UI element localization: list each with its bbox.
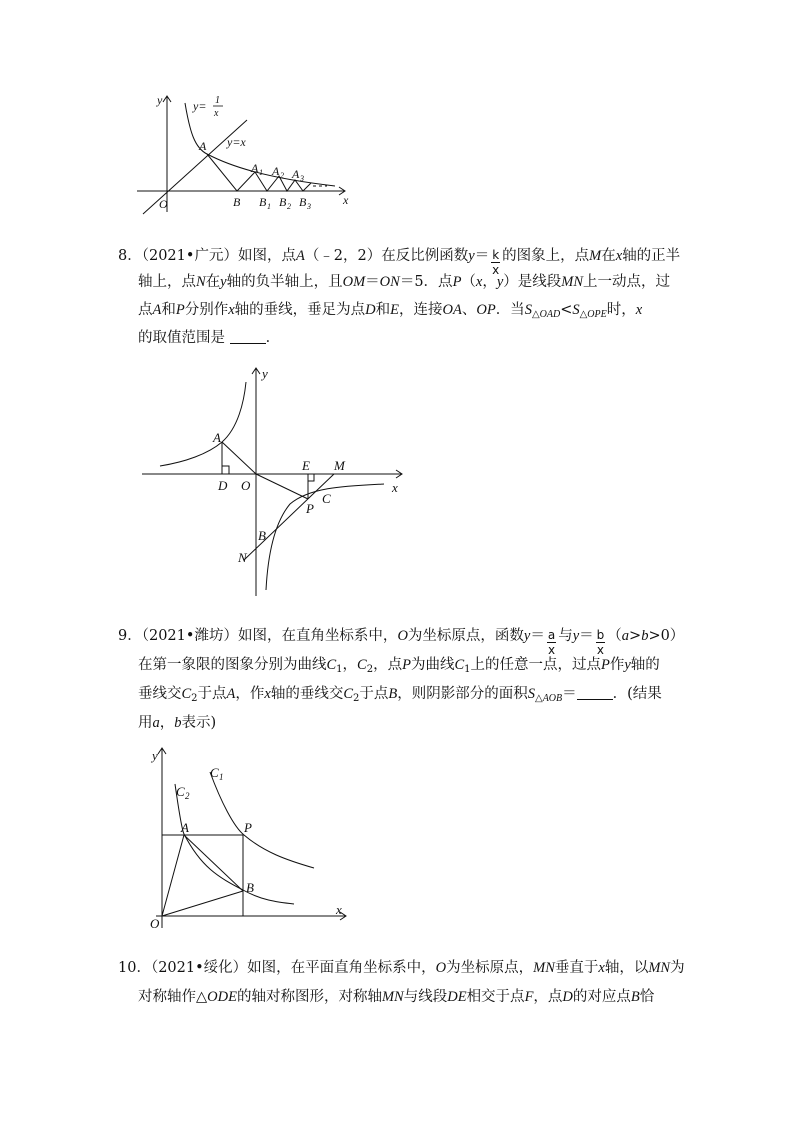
curve-upper-left bbox=[160, 382, 246, 466]
q8-text: 点 bbox=[138, 302, 153, 318]
q8-text: ．当 bbox=[495, 302, 525, 318]
segment-ob bbox=[162, 891, 243, 916]
q8-text: S bbox=[524, 302, 532, 318]
segment-oa bbox=[162, 835, 184, 916]
q9-text: O bbox=[397, 628, 408, 644]
figure-q7-svg bbox=[135, 88, 355, 218]
x-axis-label: x bbox=[392, 480, 398, 495]
q10-text: 与线段 bbox=[403, 989, 448, 1005]
q8-text: M bbox=[589, 248, 602, 264]
q10-text: MN bbox=[533, 960, 555, 976]
point-b-label: B bbox=[246, 880, 254, 895]
q10-text: 的对应点 bbox=[572, 989, 631, 1005]
curve-label: y= bbox=[193, 99, 207, 113]
q10-text: 恰 bbox=[639, 989, 655, 1005]
q8-text: < bbox=[560, 302, 573, 318]
point-a3-label: A bbox=[292, 167, 300, 181]
q10-text: 为 bbox=[670, 960, 685, 976]
q8-text: 分别作 bbox=[184, 302, 229, 318]
q9-text: △AOB bbox=[535, 693, 563, 704]
answer-blank bbox=[230, 329, 266, 344]
q10-text: 对称轴作△ bbox=[138, 989, 208, 1005]
curve-num: 1 bbox=[215, 95, 220, 106]
point-b1-label: B bbox=[259, 195, 267, 209]
right-angle-e bbox=[308, 474, 314, 481]
answer-blank bbox=[577, 685, 613, 700]
q8-text: 的取值范围是 bbox=[138, 330, 225, 346]
q9-text: 为坐标原点，函数 bbox=[407, 628, 524, 644]
q10-text: 10． bbox=[118, 960, 151, 976]
q9-text: ，作 bbox=[235, 686, 265, 702]
q9-text: ＝ bbox=[562, 686, 577, 702]
q9-text: 作 bbox=[609, 657, 625, 673]
q8-text: 轴的正半 bbox=[622, 248, 681, 264]
y-axis-label: y bbox=[157, 93, 163, 107]
q8-text: A bbox=[295, 248, 305, 264]
q10-text: ，点 bbox=[533, 989, 563, 1005]
point-a-label: A bbox=[181, 820, 189, 835]
q8-text: OM bbox=[342, 274, 366, 290]
q10-line-1 bbox=[118, 958, 685, 978]
curve-c2-label: C bbox=[176, 784, 185, 799]
q9-text: y bbox=[523, 628, 531, 644]
q9-text: 9． bbox=[118, 628, 142, 644]
point-o-label: O bbox=[241, 478, 251, 493]
q9-text: 1 bbox=[464, 664, 471, 675]
q8-text: y bbox=[468, 248, 475, 264]
x-axis-label: x bbox=[336, 902, 342, 917]
q8-text: x bbox=[492, 263, 500, 277]
q9-text: （ bbox=[607, 628, 622, 644]
q9-text: >0） bbox=[648, 628, 685, 644]
q8-text: y bbox=[220, 274, 227, 290]
y-axis-label: y bbox=[262, 366, 268, 381]
q8-text: k bbox=[492, 248, 500, 262]
q8-text: 和 bbox=[161, 302, 176, 318]
q9-text: ＝ bbox=[530, 628, 545, 644]
segment-op bbox=[256, 474, 308, 499]
point-a1-sub: 1 bbox=[259, 168, 263, 177]
figure-q8 bbox=[140, 362, 410, 598]
q8-text: ＝5．点 bbox=[399, 274, 453, 290]
q10-text: 的轴对称图形，对称轴 bbox=[236, 989, 382, 1005]
q8-line-3 bbox=[138, 300, 642, 325]
q9-text: ， bbox=[342, 657, 358, 673]
q9-text: 2 bbox=[353, 693, 360, 704]
q9-text: b bbox=[596, 628, 605, 642]
line-label: y=x bbox=[227, 135, 246, 149]
q9-text: P bbox=[402, 657, 411, 673]
q9-text: ，点 bbox=[373, 657, 403, 673]
segment-ab bbox=[184, 835, 243, 891]
q8-text: y bbox=[496, 274, 504, 290]
q8-text: x bbox=[475, 274, 483, 290]
q9-text: ＝ bbox=[579, 628, 594, 644]
q8-text: △OPE bbox=[579, 309, 607, 320]
q9-text: （2021•潍坊）如图，在直角坐标系中， bbox=[141, 628, 398, 644]
q8-text: A bbox=[152, 302, 162, 318]
q9-text: y bbox=[572, 628, 580, 644]
q9-text: x bbox=[547, 643, 556, 657]
q10-text: DE bbox=[447, 989, 467, 1005]
q9-text: ．(结果 bbox=[612, 686, 662, 702]
q8-line-4 bbox=[138, 328, 280, 348]
q8-text: x bbox=[635, 302, 643, 318]
point-b-label: B bbox=[258, 528, 266, 543]
q9-text: x bbox=[264, 686, 271, 702]
q10-text: F bbox=[524, 989, 534, 1005]
point-b-label: B bbox=[233, 195, 241, 209]
q9-text: 于点 bbox=[359, 686, 389, 702]
q9-text: y bbox=[624, 657, 631, 673]
point-a-label: A bbox=[199, 139, 207, 153]
q9-text: b bbox=[641, 628, 649, 644]
q9-text: x bbox=[596, 643, 605, 657]
point-a1-label: A bbox=[251, 161, 259, 175]
q9-text: B bbox=[388, 686, 398, 702]
q9-text: a bbox=[152, 715, 160, 731]
right-angle-d bbox=[222, 466, 229, 474]
point-p-label: P bbox=[244, 820, 252, 835]
q9-text: C bbox=[326, 657, 337, 673]
point-b2-label: B bbox=[279, 195, 287, 209]
q8-text: △OAD bbox=[531, 309, 561, 320]
q8-text: 的图象上，点 bbox=[502, 248, 590, 264]
point-n-label: N bbox=[238, 550, 247, 565]
q8-text: 上一动点，过 bbox=[583, 274, 671, 290]
point-a3-sub: 3 bbox=[300, 174, 304, 183]
q9-fraction-a bbox=[547, 628, 556, 657]
segment-oa bbox=[222, 442, 256, 474]
q9-text: a bbox=[621, 628, 630, 644]
q8-line-2 bbox=[138, 272, 670, 292]
origin-label: O bbox=[159, 197, 168, 211]
q8-text: x bbox=[228, 302, 235, 318]
q9-text: 于点 bbox=[197, 686, 227, 702]
q10-text: MN bbox=[648, 960, 671, 976]
q8-text: 在 bbox=[601, 248, 616, 264]
q10-text: （2021•绥化）如图，在平面直角坐标系中， bbox=[150, 960, 436, 976]
q9-text: C bbox=[357, 657, 367, 673]
q10-text: O bbox=[435, 960, 447, 976]
curve-den: x bbox=[214, 108, 219, 119]
q8-text: D bbox=[365, 302, 376, 318]
q9-text: 2 bbox=[191, 693, 198, 704]
q8-text: 时， bbox=[606, 302, 636, 318]
q8-source: （2021•广元）如图，点 bbox=[141, 248, 296, 264]
q10-text: ODE bbox=[207, 989, 237, 1005]
q8-text: ，连接 bbox=[399, 302, 443, 318]
q9-text: P bbox=[601, 657, 610, 673]
q8-text: S bbox=[572, 302, 580, 318]
q9-text: A bbox=[226, 686, 236, 702]
q8-text: （﹣2，2）在反比例函数 bbox=[304, 248, 469, 264]
q8-text: x bbox=[615, 248, 623, 264]
q9-text: 1 bbox=[336, 664, 343, 675]
q9-text: ，则阴影部分的面积 bbox=[397, 686, 528, 702]
segment-nm bbox=[244, 474, 334, 560]
q8-text: ＝ bbox=[365, 274, 380, 290]
point-b3-label: B bbox=[299, 195, 307, 209]
q10-text: D bbox=[562, 989, 573, 1005]
q9-text: S bbox=[527, 686, 535, 702]
q9-text: 垂线交 bbox=[138, 686, 182, 702]
q10-text: 相交于点 bbox=[466, 989, 525, 1005]
point-a-label: A bbox=[213, 430, 221, 445]
figure-q9 bbox=[146, 742, 356, 932]
q8-text: 和 bbox=[375, 302, 391, 318]
q9-text: b bbox=[174, 715, 182, 731]
q9-text: 2 bbox=[366, 664, 374, 675]
q9-text: 轴的垂线交 bbox=[270, 686, 344, 702]
q8-text: ON bbox=[379, 274, 400, 290]
q8-text: MN bbox=[561, 274, 584, 290]
q10-text: 垂直于 bbox=[554, 960, 599, 976]
point-b2-sub: 2 bbox=[287, 202, 291, 211]
point-e-label: E bbox=[302, 458, 310, 473]
q9-text: 与 bbox=[558, 628, 573, 644]
point-b1-sub: 1 bbox=[267, 202, 271, 211]
origin-label: O bbox=[150, 916, 160, 931]
q9-text: C bbox=[454, 657, 465, 673]
point-p-label: P bbox=[306, 501, 314, 516]
q8-text: 在 bbox=[205, 274, 221, 290]
q9-text: 表示) bbox=[181, 715, 217, 731]
q10-text: 轴，以 bbox=[604, 960, 649, 976]
q8-text: ）是线段 bbox=[503, 274, 562, 290]
point-m-label: M bbox=[334, 458, 345, 473]
point-d-label: D bbox=[218, 478, 228, 493]
q9-line-1 bbox=[118, 626, 684, 657]
point-c-label: C bbox=[322, 491, 331, 506]
q9-line-4 bbox=[138, 713, 216, 733]
q9-line-3 bbox=[138, 684, 662, 709]
curve-c1-sub: 1 bbox=[219, 772, 224, 782]
q9-text: 为曲线 bbox=[410, 657, 455, 673]
curve-c1 bbox=[210, 772, 314, 868]
q8-text: OP bbox=[476, 302, 496, 318]
q8-text: N bbox=[196, 274, 206, 290]
q9-text: C bbox=[181, 686, 192, 702]
q9-text: 轴的 bbox=[630, 657, 660, 673]
q9-text: 在第一象限的图象分别为曲线 bbox=[138, 657, 327, 673]
q8-text: E bbox=[390, 302, 399, 318]
q8-text: 轴的垂线，垂足为点 bbox=[234, 302, 366, 318]
q8-text: OA bbox=[442, 302, 462, 318]
x-axis-label: x bbox=[343, 193, 349, 207]
figure-q9-svg bbox=[146, 742, 356, 932]
y-axis-label: y bbox=[152, 748, 158, 763]
q8-text: ． bbox=[265, 330, 281, 346]
point-a2-sub: 2 bbox=[280, 171, 284, 180]
q8-text: ， bbox=[482, 274, 497, 290]
point-a2-label: A bbox=[272, 164, 280, 178]
q9-line-2 bbox=[138, 655, 660, 680]
q9-text: a bbox=[547, 628, 556, 642]
figure-q8-svg bbox=[140, 362, 410, 598]
q9-text: ， bbox=[159, 715, 175, 731]
q8-text: 轴上，点 bbox=[138, 274, 196, 290]
curve-c2-sub: 2 bbox=[185, 791, 190, 801]
q8-text: P bbox=[175, 302, 185, 318]
q10-line-2 bbox=[138, 987, 654, 1007]
q8-text: （ bbox=[461, 274, 476, 290]
q9-fraction-b bbox=[596, 628, 606, 657]
q9-text: > bbox=[629, 628, 642, 644]
q10-text: x bbox=[598, 960, 605, 976]
q9-text: 上的任意一点，过点 bbox=[470, 657, 601, 673]
q10-text: MN bbox=[381, 989, 404, 1005]
q10-text: B bbox=[630, 989, 640, 1005]
point-b3-sub: 3 bbox=[307, 202, 311, 211]
curve-c1-label: C bbox=[210, 765, 219, 780]
q8-text: 、 bbox=[461, 302, 477, 318]
q9-text: 用 bbox=[138, 715, 153, 731]
q8-text: 轴的负半轴上，且 bbox=[226, 274, 343, 290]
figure-q7 bbox=[135, 88, 355, 218]
q10-text: 为坐标原点， bbox=[446, 960, 534, 976]
q8-text: ＝ bbox=[474, 248, 490, 264]
q8-text: P bbox=[452, 274, 462, 290]
q9-text: C bbox=[343, 686, 354, 702]
q8-number: 8． bbox=[118, 248, 142, 264]
